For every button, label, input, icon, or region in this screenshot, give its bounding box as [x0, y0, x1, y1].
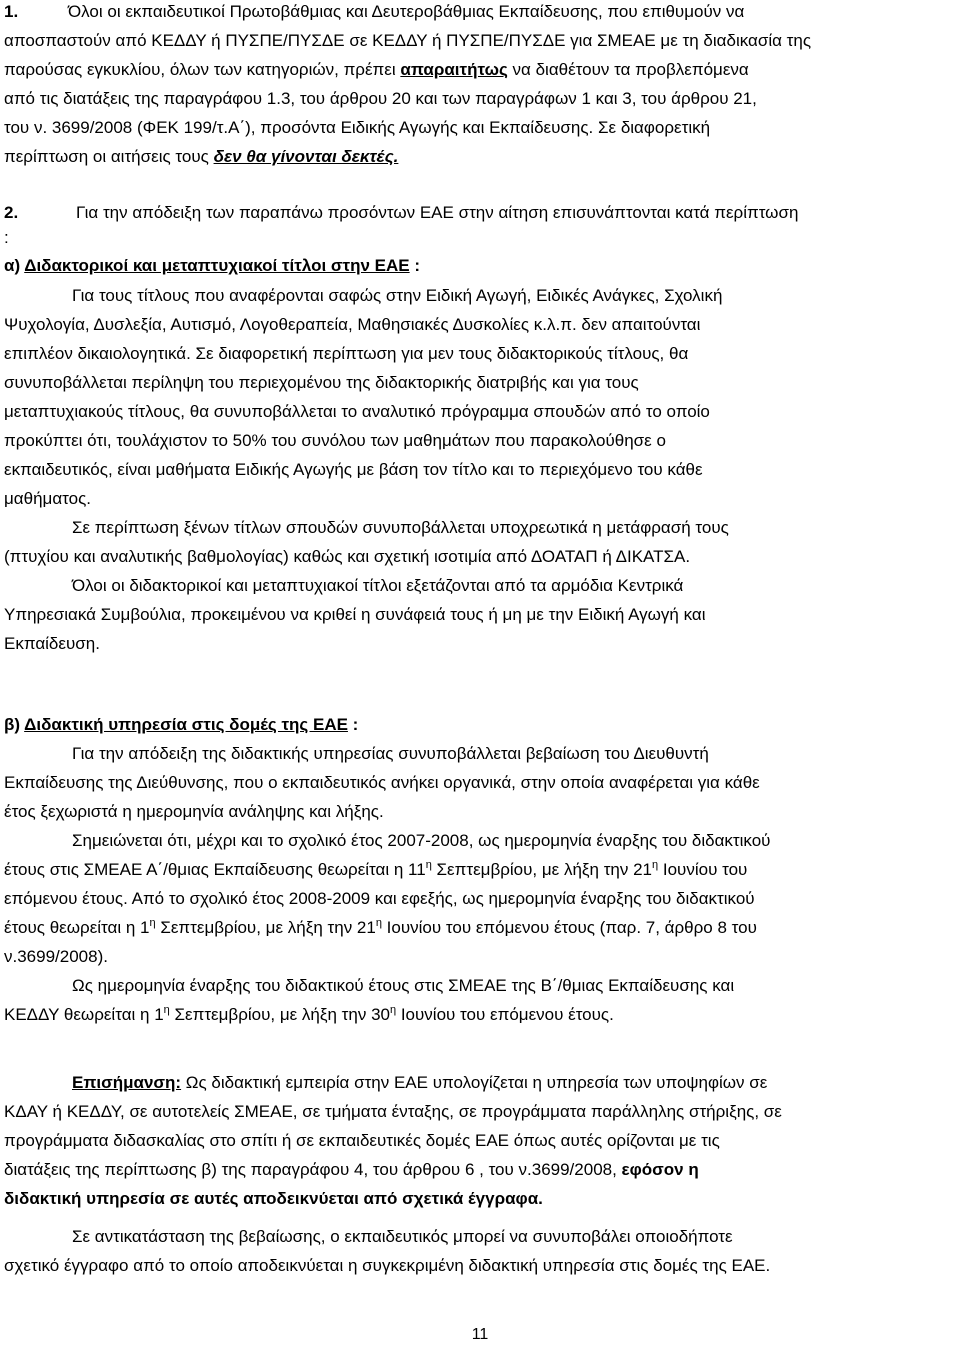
section-a-line-6: προκύπτει ότι, τουλάχιστον το 50% του συνόλου των μαθημάτων που παρακολούθησε ο — [4, 431, 666, 450]
paragraph-1-line-3: παρούσας εγκυκλίου, όλων των κατηγοριών, πρέπει απαραιτήτως να διαθέτουν τα προβλεπόμενα — [4, 60, 749, 79]
note-line-3: προγράμματα διδασκαλίας στο σπίτι ή σε εκπαιδευτικές δομές ΕΑΕ όπως αυτές ορίζονται με τις — [4, 1131, 720, 1150]
section-a-line-8: μαθήματος. — [4, 489, 92, 508]
note-line-6: Σε αντικατάσταση της βεβαίωσης, ο εκπαιδευτικός μπορεί να συνυποβάλει οποιοδήποτε — [72, 1227, 733, 1246]
section-a-line-13: Εκπαίδευση. — [4, 634, 100, 653]
section-a-line-3: επιπλέον δικαιολογητικά. Σε διαφορετική περίπτωση για μεν τους διδακτορικούς τίτλους, θα — [4, 344, 689, 363]
note-line-4: διατάξεις της περίπτωσης β) της παραγράφου 4, του άρθρου 6 , του ν.3699/2008, εφόσον η — [4, 1160, 699, 1179]
section-a-line-11: Όλοι οι διδακτορικοί και μεταπτυχιακοί τίτλοι εξετάζονται από τα αρμόδια Κεντρικά — [72, 576, 684, 595]
section-a-line-7: εκπαιδευτικός, είναι μαθήματα Ειδικής Αγωγής με βάση τον τίτλο και το περιεχόμενο του κάθε — [4, 460, 703, 479]
emphasis-rejected: δεν θα γίνονται δεκτές. — [213, 147, 399, 166]
paragraph-2-colon: : — [4, 228, 9, 247]
paragraph-1-line-1: 1. Όλοι οι εκπαιδευτικοί Πρωτοβάθμιας και Δευτεροβάθμιας Εκπαίδευσης, που επιθυμούν να — [4, 2, 745, 21]
section-b-line-3: έτος ξεχωριστά η ημερομηνία ανάληψης και λήξης. — [4, 802, 384, 821]
note-line-7: σχετικό έγγραφο από το οποίο αποδεικνύεται η συγκεκριμένη διδακτική υπηρεσία στις δομές της ΕΑΕ. — [4, 1256, 771, 1275]
section-b-line-5: έτους στις ΣΜΕΑΕ Α΄/θμιας Εκπαίδευσης θεωρείται η $11^\eta$ Σεπτεμβρίου, με λήξη την $21^\eta$ Ιουνίου του — [4, 859, 748, 879]
section-b-line-9: Ως ημερομηνία έναρξης του διδακτικού έτους στις ΣΜΕΑΕ της Β΄/θμιας Εκπαίδευσης και — [72, 976, 735, 995]
section-b-line-4: Σημειώνεται ότι, μέχρι και το σχολικό έτος 2007-2008, ως ημερομηνία έναρξης του διδακτικού — [72, 831, 771, 850]
section-a-line-2: Ψυχολογία, Δυσλεξία, Αυτισμό, Λογοθεραπεία, Μαθησιακές Δυσκολίες κ.λ.π. δεν απαιτούνται — [4, 315, 701, 334]
section-b-line-1: Για την απόδειξη της διδακτικής υπηρεσίας συνυποβάλλεται βεβαίωση του Διευθυντή — [72, 744, 709, 763]
paragraph-1-line-6: περίπτωση οι αιτήσεις τους δεν θα γίνονται δεκτές. — [4, 147, 399, 166]
paragraph-1-line-4: από τις διατάξεις της παραγράφου 1.3, του άρθρου 20 και των παραγράφων 1 και 3, του άρθρου 21, — [4, 89, 757, 108]
note-line-2: ΚΔΑΥ ή ΚΕΔΔΥ, σε αυτοτελείς ΣΜΕΑΕ, σε τμήματα ένταξης, σε προγράμματα παράλληλης στήριξης, σε — [4, 1102, 782, 1121]
paragraph-1-line-5: του ν. 3699/2008 (ΦΕΚ 199/τ.Α΄), προσόντα Ειδικής Αγωγής και Εκπαίδευσης. Σε διαφορετική — [4, 118, 711, 137]
section-a-line-1: Για τους τίτλους που αναφέρονται σαφώς στην Ειδική Αγωγή, Ειδικές Ανάγκες, Σχολική — [72, 286, 723, 305]
note-label: Επισήμανση: — [72, 1073, 182, 1092]
section-b-line-6: επόμενου έτους. Από το σχολικό έτος 2008-2009 και εφεξής, ως ημερομηνία έναρξης του διδακτικού — [4, 889, 755, 908]
paragraph-1-line-2: αποσπαστούν από ΚΕΔΔΥ ή ΠΥΣΠΕ/ΠΥΣΔΕ σε ΚΕΔΔΥ ή ΠΥΣΠΕ/ΠΥΣΔΕ για ΣΜΕΑΕ με τη διαδικασία της — [4, 31, 812, 50]
paragraph-1-number: 1. — [4, 2, 19, 21]
section-b-line-7: έτους θεωρείται η $1^\eta$ Σεπτεμβρίου, με λήξη την $21^\eta$ Ιουνίου του επόμενου έτους (παρ. 7, άρθρο 8 του — [4, 917, 757, 937]
page-number: 11 — [471, 1326, 489, 1343]
section-a-line-4: συνυποβάλλεται περίληψη του περιεχομένου της διδακτορικής διατριβής και για τους — [4, 373, 639, 392]
emphasis-apaitiseis: απαραιτήτως — [400, 60, 508, 79]
paragraph-2-line-1: 2. Για την απόδειξη των παραπάνω προσόντων ΕΑΕ στην αίτηση επισυνάπτονται κατά περίπτωση — [4, 203, 799, 222]
section-a-line-5: μεταπτυχιακούς τίτλους, θα συνυποβάλλεται το αναλυτικό πρόγραμμα σπουδών από το οποίο — [4, 402, 710, 421]
section-a-line-10: (πτυχίου και αναλυτικής βαθμολογίας) καθώς και σχετική ισοτιμία από ΔΟΑΤΑΠ ή ΔΙΚΑΤΣΑ. — [4, 547, 691, 566]
paragraph-2-number: 2. — [4, 203, 19, 222]
section-b-line-2: Εκπαίδευσης της Διεύθυνσης, που ο εκπαιδευτικός ανήκει οργανικά, στην οποία αναφέρεται για κάθε — [4, 773, 760, 792]
note-line-1: Επισήμανση: Ως διδακτική εμπειρία στην ΕΑΕ υπολογίζεται η υπηρεσία των υποψηφίων σε — [72, 1073, 768, 1092]
section-b-line-10: ΚΕΔΔΥ θεωρείται η $1^\eta$ Σεπτεμβρίου, με λήξη την $30^\eta$ Ιουνίου του επόμενου έτους. — [4, 1004, 614, 1024]
section-a-line-9: Σε περίπτωση ξένων τίτλων σπουδών συνυποβάλλεται υποχρεωτικά η μετάφρασή τους — [72, 518, 729, 537]
section-b-heading: β) Διδακτική υπηρεσία στις δομές της ΕΑΕ : — [4, 715, 359, 734]
section-b-line-8: ν.3699/2008). — [4, 947, 108, 966]
section-a-heading: α) Διδακτορικοί και μεταπτυχιακοί τίτλοι στην ΕΑΕ : — [4, 256, 421, 275]
section-a-line-12: Υπηρεσιακά Συμβούλια, προκειμένου να κριθεί η συνάφειά τους ή μη με την Ειδική Αγωγή και — [4, 605, 706, 624]
note-line-5: διδακτική υπηρεσία σε αυτές αποδεικνύεται από σχετικά έγγραφα. — [4, 1189, 543, 1208]
